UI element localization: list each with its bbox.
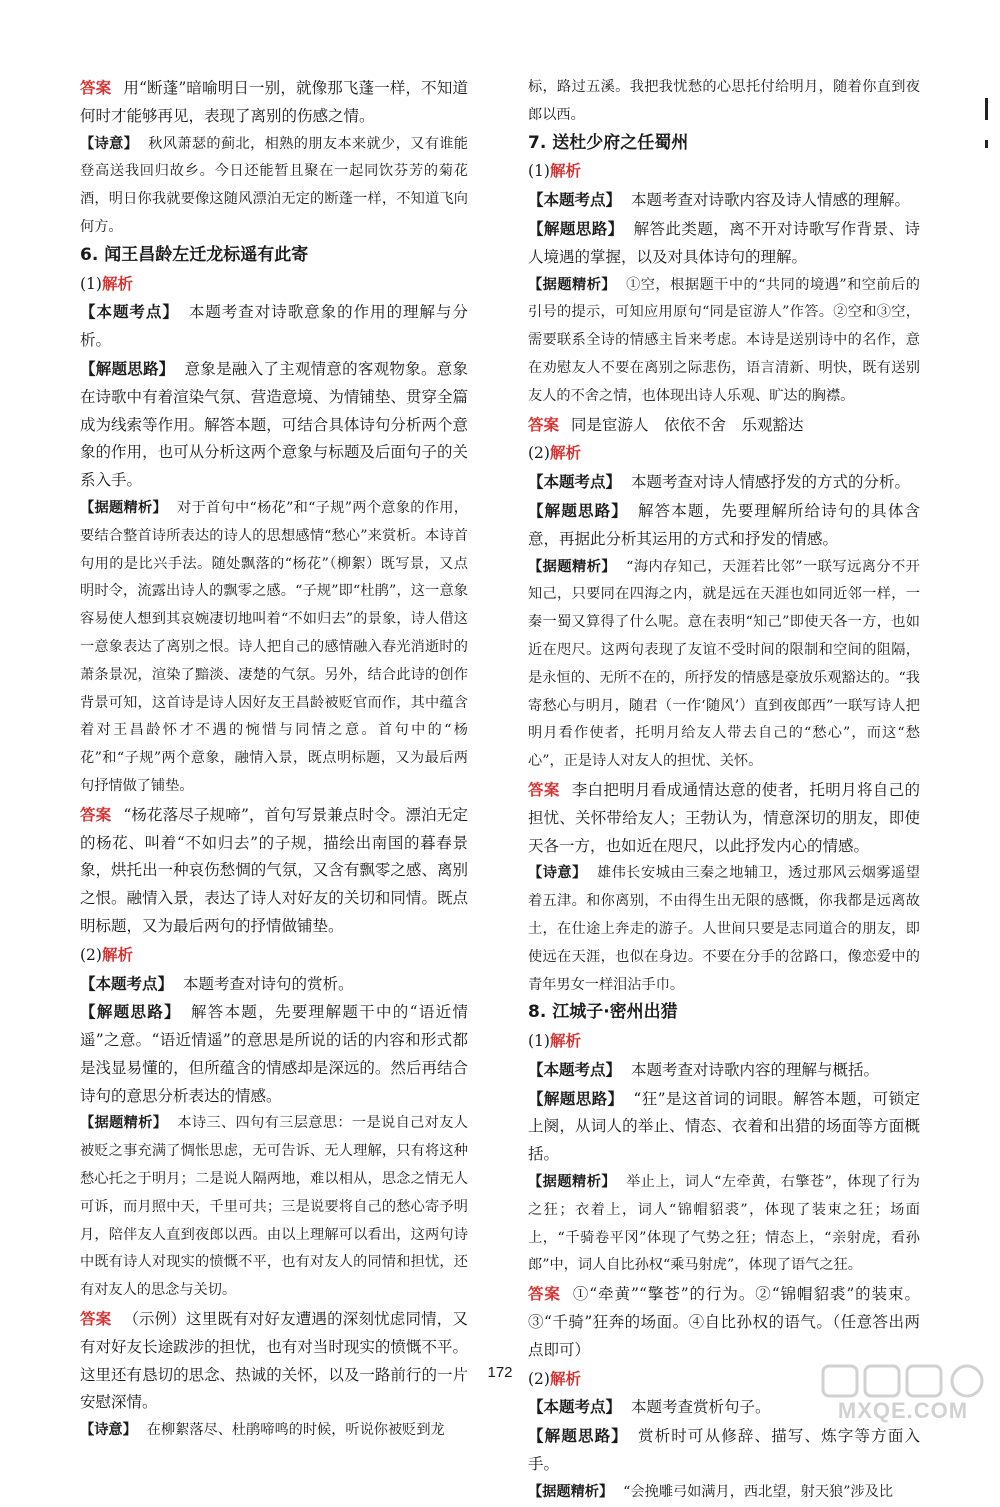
q6-p2-kaodian: 【本题考点】 本题考查对诗句的赏析。 [80,973,354,993]
q7-part1-heading: (1)解析 [528,161,581,181]
left-column [80,74,468,1445]
q6-part1-heading: (1)解析 [80,273,133,293]
right-column [528,74,920,1507]
q7-p1-jingxi: 【据题精析】 ①空，根据题干中的“共同的境遇”和空前后的引号的提示，可知应用原句“同是宦游人”作答。②空和③空，需要联系全诗的情感主旨来考虑。本诗是送别诗中的名作，意在劝慰友人不要在离别之际悲伤，语言清新、明快，既有送别友人的不舍之情，也体现出诗人乐观、旷达的胸襟。 [528,276,920,404]
page-edge-mark [985,98,988,120]
q6-p2-jingxi: 【据题精析】 本诗三、四句有三层意思：一是说自己对友人被贬之事充满了惆怅思虑，无可告诉、无人理解，只有将这种愁心托之于明月；二是说人隔两地，难以相从，思念之情无人可诉，而月照中天，千里可共；三是说要将自己的愁心寄予明月，陪伴友人直到夜郎以西。由以上理解可以看出，这两句诗中既有诗人对现实的愤慨不平，也有对友人的同情和担忧，还有对友人的思念与关切。 [80,1115,468,1299]
q8-p2-silu: 【解题思路】 赏析时可从修辞、描写、炼字等方面入手。 [528,1426,920,1474]
watermark-url: MXQE.COM [837,1398,969,1423]
q6-p1-answer: 答案 “杨花落尽子规啼”，首句写景兼点时令。漂泊无定的杨花、叫着“不如归去”的子规，描绘出南国的暮春景象，烘托出一种哀伤愁惆的气氛，又含有飘零之感、离别之恨。融情入景，表达了诗人对好友的关切和同情。既点明标题，又为最后两句的抒情做铺垫。 [80,804,468,935]
shiyi-continued: 标，路过五溪。我把我忧愁的心思托付给明月，随着你直到夜郎以西。 [528,79,920,123]
q7-p1-answer: 答案 同是宦游人 依依不舍 乐观豁达 [528,414,804,434]
shiyi-label: 【诗意】 [80,135,139,152]
q7-p2-jingxi: 【据题精析】 “海内存知己，天涯若比邻”一联写远离分不开知己，只要同在四海之内，就是远在天涯也如同近邻一样，一秦一蜀又算得了什么呢。意在表明“知己”即使天各一方，也如近在咫尺。这两句表现了友谊不受时间的限制和空间的阻隔，是永恒的、无所不在的，所抒发的情感是豪放乐观豁达的。“我寄愁心与明月，随君（一作‘随风’）直到夜郎西”一联写诗人把明月看作使者，托明月给友人带去自己的“愁心”，而这“愁心”，正是诗人对友人的担忧、关怀。 [528,558,920,770]
q7-p2-silu: 【解题思路】 解答本题，先要理解所给诗句的具体含意，再据此分析其运用的方式和抒发的情感。 [528,500,920,548]
watermark-logo [815,1362,991,1428]
prev-shiyi: 【诗意】 秋风萧瑟的蓟北，相熟的朋友本来就少，又有谁能登高送我回归故乡。今日还能暂且聚在一起同饮芬芳的菊花酒，明日你我就要像这随风漂泊无定的断蓬一样，不知道飞向何方。 [80,135,468,235]
q6-p1-jingxi: 【据题精析】 对于首句中“杨花”和“子规”两个意象的作用，要结合整首诗所表达的诗人的思想感情“愁心”来赏析。本诗首句用的是比兴手法。随处飘落的“杨花”（柳絮）既写景，又点明时令，流露出诗人的飘零之感。“子规”即“杜鹃”，这一意象容易使人想到其哀婉凄切地叫着“不如归去”的景象，诗人借这一意象表达了离别之恨。诗人把自己的感情融入春光消逝时的萧条景况，渲染了黯淡、凄楚的气氛。另外，结合此诗的创作背景可知，这首诗是诗人因好友王昌龄被贬官而作，其中蕴含着对王昌龄怀才不遇的惋惜与同情之意。首句中的“杨花”和“子规”两个意象，融情入景，既点明标题，又为最后两句抒情做了铺垫。 [80,499,468,794]
q7-shiyi: 【诗意】 雄伟长安城由三秦之地辅卫，透过那风云烟雾遥望着五津。和你离别，不由得生出无限的感慨，你我都是远离故土，在仕途上奔走的游子。人世间只要是志同道合的朋友，即使远在天涯，也似在身边。不要在分手的岔路口，像恋爱中的青年男女一样泪沾手巾。 [528,865,920,993]
q8-p1-answer: 答案 ①“牵黄”“擎苍”的行为。②“锦帽貂裘”的装束。③“千骑”狂奔的场面。④自比孙权的语气。（任意答出两点即可） [528,1284,920,1359]
q7-title: 7. 送杜少府之任蜀州 [528,132,689,153]
prev-answer: 答案 用“断蓬”暗喻明日一别，就像那飞蓬一样，不知道何时才能够再见，表现了离别的伤感之情。 [80,78,468,125]
q7-p1-silu: 【解题思路】 解答此类题，离不开对诗歌写作背景、诗人境遇的掌握，以及对具体诗句的理解。 [528,218,920,266]
q6-p1-kaodian: 【本题考点】 本题考查对诗歌意象的作用的理解与分析。 [80,302,468,350]
q8-p1-kaodian: 【本题考点】 本题考查对诗歌内容的理解与概括。 [528,1059,880,1079]
q8-p2-jingxi: 【据题精析】 “会挽雕弓如满月，西北望，射天狼”涉及比 [528,1483,894,1500]
q6-p2-answer: 答案 （示例）这里既有对好友遭遇的深刻忧虑同情，又有对好友长途跋涉的担忧，也有对当时现实的愤慨不平。这里还有恳切的思念、热诚的关怀，以及一路前行的一片安慰深情。 [80,1309,468,1412]
q6-shiyi: 【诗意】 在柳絮落尽、杜鹃啼鸣的时候，听说你被贬到龙 [80,1422,445,1439]
watermark-seal-icon [815,1362,991,1402]
page-edge-mark [985,140,988,148]
q6-title: 6. 闻王昌龄左迁龙标遥有此寄 [80,244,309,265]
q8-title: 8. 江城子·密州出猎 [528,1002,678,1023]
q8-p2-kaodian: 【本题考点】 本题考查赏析句子。 [528,1397,771,1417]
answer-label: 答案 [80,78,112,97]
q8-part2-heading: (2)解析 [528,1368,581,1388]
q7-p2-answer: 答案 李白把明月看成通情达意的使者，托明月将自己的担忧、关怀带给友人；王勃认为，情意深切的朋友，即使天各一方，也如近在咫尺，以此抒发内心的情感。 [528,779,920,855]
q6-p1-silu: 【解题思路】 意象是融入了主观情意的客观物象。意象在诗歌中有着渲染气氛、营造意境、为情铺垫、贯穿全篇成为线索等作用。解答本题，可结合具体诗句分析两个意象的作用，也可从分析这两个意象与标题及后面句子的关系入手。 [80,358,468,490]
q8-p1-jingxi: 【据题精析】 举止上，词人“左牵黄，右擎苍”，体现了行为之狂；衣着上，词人“锦帽貂裘”，体现了装束之狂；场面上，“千骑卷平冈”体现了气势之狂；情态上，“亲射虎，看孙郎”中，词人自比孙权“乘马射虎”，体现了语气之狂。 [528,1174,920,1274]
q7-part2-heading: (2)解析 [528,443,581,463]
q8-part1-heading: (1)解析 [528,1031,581,1051]
q6-p2-silu: 【解题思路】 解答本题，先要理解题干中的“语近情遥”之意。“语近情遥”的意思是所说的话的内容和形式都是浅显易懂的，但所蕴含的情感却是深远的。然后再结合诗句的意思分析表达的情感。 [80,1002,468,1105]
q7-p2-kaodian: 【本题考点】 本题考查对诗人情感抒发的方式的分析。 [528,472,911,492]
q7-p1-kaodian: 【本题考点】 本题考查对诗歌内容及诗人情感的理解。 [528,190,911,210]
q8-p1-silu: 【解题思路】 “狂”是这首词的词眼。解答本题，可锁定上阕，从词人的举止、情态、衣着和出猎的场面等方面概括。 [528,1088,920,1164]
q6-part2-heading: (2)解析 [80,944,133,964]
page-number: 172 [487,1364,513,1381]
